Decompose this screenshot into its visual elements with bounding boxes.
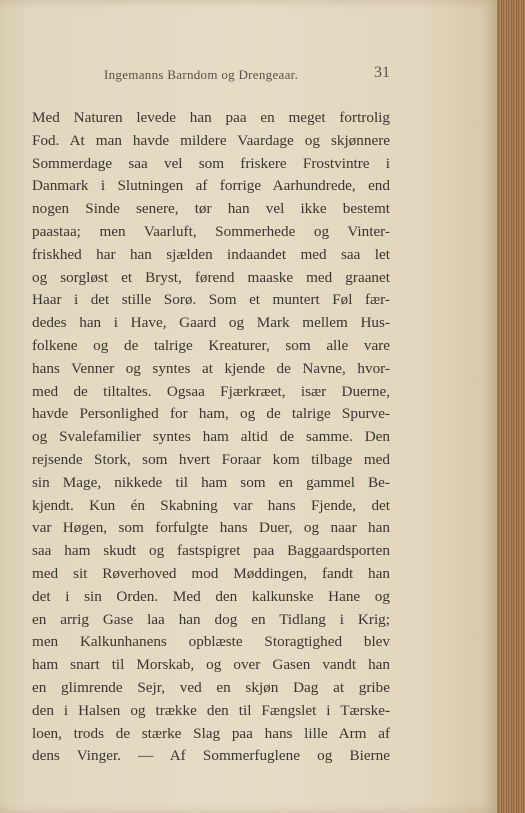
text-line: Sommerdage saa vel som friskere Frostvintre i (32, 154, 390, 172)
text-line: ham snart til Morskab, og over Gasen vandt han (32, 656, 390, 674)
page-header (104, 64, 394, 86)
text-line: paastaa; men Vaarluft, Sommerhede og Vinter- (32, 222, 390, 240)
text-line: loen, trods de stærke Slag paa hans lille Arm af (32, 724, 390, 742)
text-line: en arrig Gase laa han dog en Tidlang i Krig; (32, 610, 390, 628)
text-line: men Kalkunhanens opblæste Storagtighed blev (32, 633, 390, 651)
text-line: havde Personlighed for ham, og de talrige Spurve- (32, 405, 390, 423)
running-head: Ingemanns Barndom og Drengeaar. (104, 67, 299, 82)
text-line: Fod. At man havde mildere Vaardage og skjønnere (32, 131, 390, 149)
text-line: folkene og de talrige Kreaturer, som alle vare (32, 336, 390, 354)
text-line: nogen Sinde senere, tør han vel ikke bestemt (32, 200, 390, 218)
text-line: med de tiltaltes. Ogsaa Fjærkræet, især Duerne, (32, 382, 390, 400)
text-line: Haar i det stille Sorø. Som et muntert Føl fær- (32, 291, 390, 309)
text-line: en glimrende Sejr, ved en skjøn Dag at gribe (32, 678, 390, 696)
text-line: dedes han i Have, Gaard og Mark mellem Hus- (32, 314, 390, 332)
text-line: og sorgløst et Bryst, førend maaske med graanet (32, 268, 390, 286)
text-line: Danmark i Slutningen af forrige Aarhundrede, end (32, 177, 390, 195)
text-line: Med Naturen levede han paa en meget fortrolig (32, 109, 390, 126)
text-line: hans Venner og syntes at kjende de Navne, hvor- (32, 359, 390, 377)
text-line: saa ham skudt og fastspigret paa Baggaardsporten (32, 542, 390, 560)
text-line: kjendt. Kun én Skabning var hans Fjende, det (32, 496, 390, 514)
text-line: var Høgen, som forfulgte hans Duer, og naar han (32, 519, 390, 537)
page-edge (497, 0, 525, 813)
text-line: og Svalefamilier syntes ham altid de samme. Den (32, 428, 390, 446)
text-line: dens Vinger. — Af Sommerfuglene og Bierne (32, 747, 390, 765)
text-line: friskhed har han sjælden indaandet med saa let (32, 245, 390, 263)
text-line: rejsende Stork, som hvert Foraar kom tilbage med (32, 450, 390, 468)
text-line: med sit Røverhoved mod Møddingen, fandt han (32, 564, 390, 582)
text-line: sin Mage, nikkede til ham som en gammel Be- (32, 473, 390, 491)
text-line: den i Halsen og trække den til Fængslet i Tærske- (32, 701, 390, 719)
page-number: 31 (374, 64, 390, 81)
text-line: det i sin Orden. Med den kalkunske Hane og (32, 587, 390, 605)
body-text (32, 107, 390, 768)
